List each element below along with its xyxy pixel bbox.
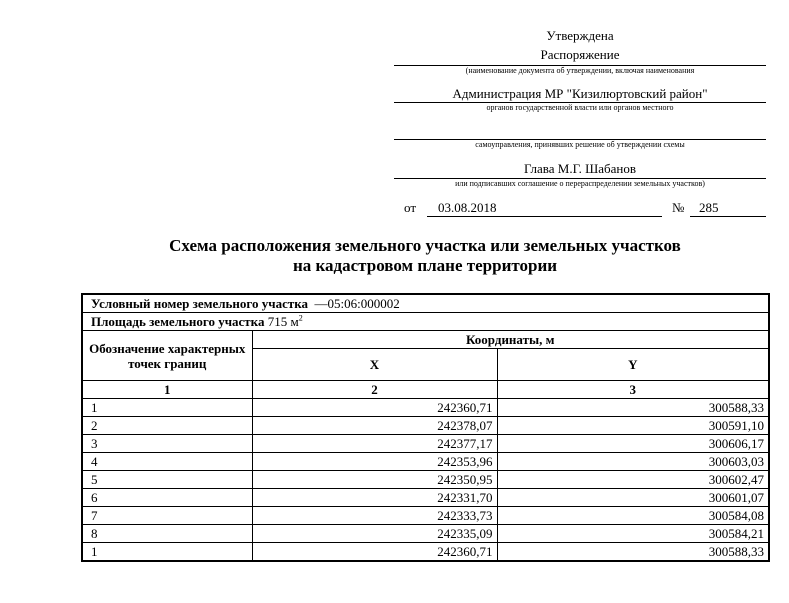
- point-cell: 7: [82, 507, 252, 525]
- table-row: [82, 489, 769, 507]
- y-cell: 300584,08: [497, 507, 769, 525]
- x-cell: 242350,95: [252, 471, 497, 489]
- scheme-title-line2: на кадастровом плане территории: [292, 256, 558, 275]
- parcel-area-cell: [82, 313, 769, 331]
- table-row: [82, 543, 769, 562]
- authority-name: Администрация МР "Кизилюртовский район": [452, 86, 708, 101]
- authority-note: органов государственной власти или органов местного: [486, 103, 674, 112]
- coordinates-table: [81, 293, 770, 562]
- table-row: [82, 417, 769, 435]
- y-cell: 300602,47: [497, 471, 769, 489]
- number-underline: [690, 216, 766, 217]
- column-number-row: [82, 381, 769, 399]
- document-date: 03.08.2018: [438, 200, 497, 215]
- table-row: [82, 435, 769, 453]
- point-cell: 3: [82, 435, 252, 453]
- point-cell: 5: [82, 471, 252, 489]
- parcel-number-label: Условный номер земельного участка: [91, 295, 309, 311]
- point-cell: 6: [82, 489, 252, 507]
- document-type: Распоряжение: [540, 47, 620, 62]
- x-cell: 242331,70: [252, 489, 497, 507]
- y-cell: 300603,03: [497, 453, 769, 471]
- signer-name: Глава М.Г. Шабанов: [523, 161, 636, 176]
- table-row: [82, 399, 769, 417]
- parcel-area-value: 715 м: [267, 313, 299, 329]
- x-header: X: [252, 349, 497, 381]
- column-number-3: 3: [497, 381, 769, 399]
- point-cell: 8: [82, 525, 252, 543]
- y-cell: 300601,07: [497, 489, 769, 507]
- y-cell: 300591,10: [497, 417, 769, 435]
- table-row: [82, 507, 769, 525]
- table-row: [82, 453, 769, 471]
- parcel-number-value: —05:06:000002: [314, 295, 400, 311]
- x-cell: 242333,73: [252, 507, 497, 525]
- column-number-2: 2: [252, 381, 497, 399]
- table-row: [82, 525, 769, 543]
- y-header: Y: [497, 349, 769, 381]
- parcel-number-row: [82, 294, 769, 313]
- x-cell: 242360,71: [252, 543, 497, 562]
- x-cell: 242378,07: [252, 417, 497, 435]
- x-cell: 242335,09: [252, 525, 497, 543]
- document-number: 285: [699, 200, 719, 215]
- y-cell: 300588,33: [497, 543, 769, 562]
- column-number-1: 1: [82, 381, 252, 399]
- parcel-number-cell: [82, 294, 769, 313]
- coordinates-header: Координаты, м: [252, 331, 769, 349]
- scheme-title-line1: Схема расположения земельного участка или земельных участков: [169, 236, 681, 255]
- point-cell: 4: [82, 453, 252, 471]
- header-row-1: [82, 331, 769, 349]
- date-underline: [427, 216, 662, 217]
- table-row: [82, 471, 769, 489]
- y-cell: 300584,21: [497, 525, 769, 543]
- y-cell: 300588,33: [497, 399, 769, 417]
- y-cell: 300606,17: [497, 435, 769, 453]
- point-cell: 2: [82, 417, 252, 435]
- approved-label: Утверждена: [546, 28, 614, 43]
- point-cell: 1: [82, 543, 252, 562]
- point-cell: 1: [82, 399, 252, 417]
- document-type-note: (наименование документа об утверждении, включая наименования: [465, 66, 695, 75]
- parcel-area-row: [82, 313, 769, 331]
- x-cell: 242353,96: [252, 453, 497, 471]
- number-prefix: №: [672, 200, 685, 215]
- x-cell: 242360,71: [252, 399, 497, 417]
- parcel-area-label: Площадь земельного участка: [91, 313, 265, 329]
- parcel-area-unit-sup: 2: [298, 313, 303, 323]
- x-cell: 242377,17: [252, 435, 497, 453]
- point-designation-header: Обозначение характерных точек границ: [82, 331, 252, 381]
- date-prefix: от: [404, 200, 417, 215]
- signer-note: или подписавших соглашение о перераспределении земельных участков): [455, 179, 705, 188]
- self-gov-note: самоуправления, принявших решение об утверждении схемы: [475, 140, 685, 149]
